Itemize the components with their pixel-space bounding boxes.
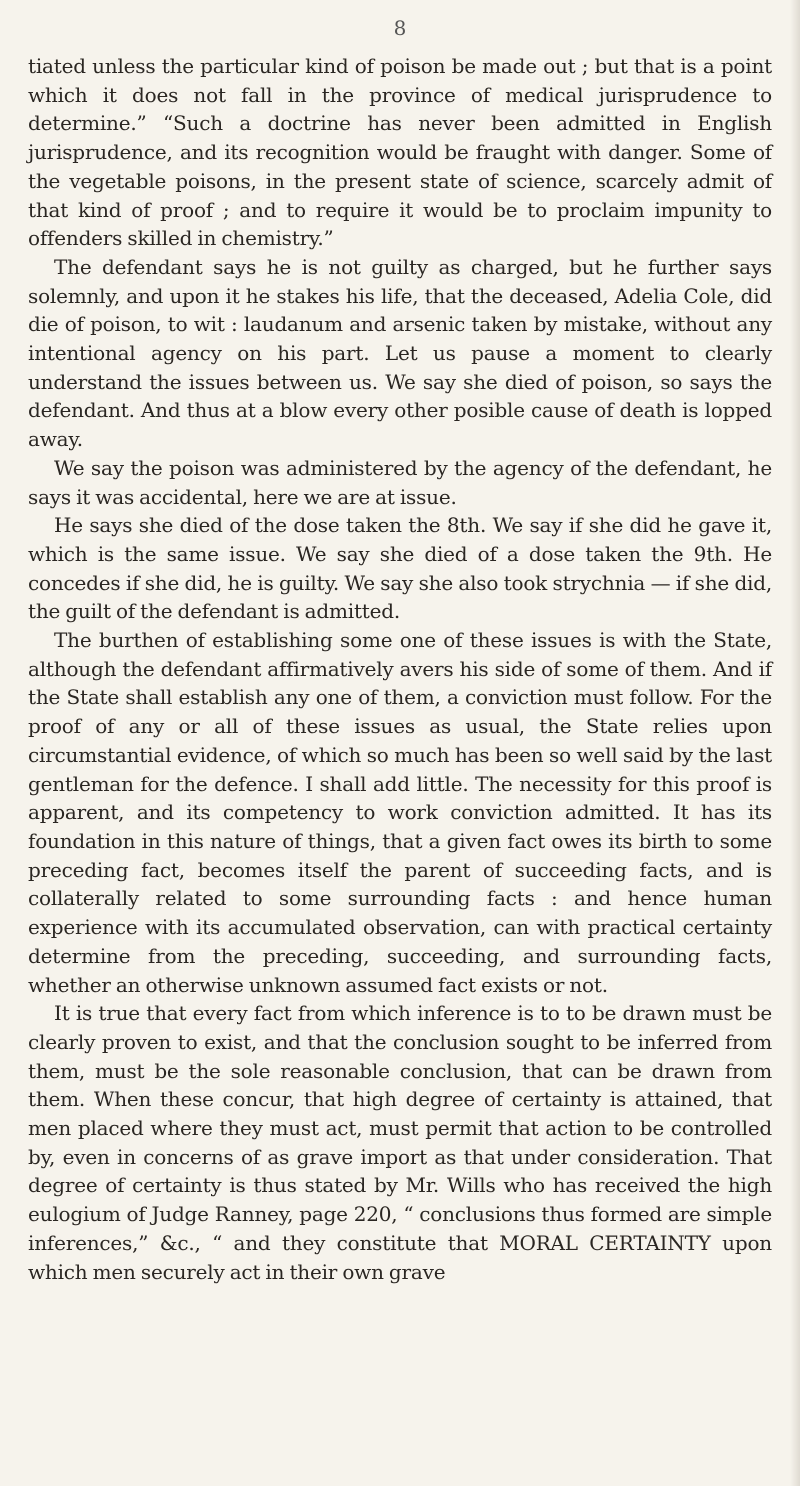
paragraph-burden-of-proof: The burthen of establishing some one of these issues is with the State, although the defendant affirmatively avers his side of some of them. And if the State shall establish any one of them, a conviction must follow. For the proof of any or all of these issues as usual, the State relies upon circumstantial evidence, of which so much has been so well said by the last gentleman for the defence. I shall add little. The necessity for this proof is apparent, and its competency to work conviction admitted. It has its foundation in this nature of things, that a given fact owes its birth to some preceding fact, becomes itself the parent of succeeding facts, and is collaterally related to some surrounding facts : and hence human experience with its accumulated observation, can with practical certainty determine from the preceding, succeeding, and surrounding facts, whether an otherwise unknown assumed fact exists or not. [28,628,772,997]
paragraph-moral-certainty: It is true that every fact from which inference is to to be drawn must be clearly proven to exist, and that the conclusion sought to be inferred from them, must be the sole reasonable conclusion, that can be drawn from them. When these concur, that high degree of certainty is attained, that men placed where they must act, must permit that action to be controlled by, even in concerns of as grave import as that under consideration. That degree of certainty is thus stated by Mr. Wills who has received the high eulogium of Judge Ranney, page 220, “ conclusions thus formed are simple inferences,” &c., “ and they constitute that MORAL CERTAINTY upon which men securely act in their own grave [28,1001,772,1284]
paragraph-agency-issue: We say the poison was administered by the agency of the defendant, he says it was accidental, here we are at issue. [28,455,772,509]
paragraph-continued: tiated unless the particular kind of poison be made out ; but that is a point which it does not fall in the province of medical jurisprudence to determine.” “Such a doctrine has never been admitted in English jurisprudence, and its recognition would be fraught with danger. Some of the vegetable poisons, in the present state of science, scarcely admit of that kind of proof ; and to require it would be to proclaim impunity to offenders skilled in chemistry.” [28,54,772,251]
page-number: 8 [393,16,407,40]
paragraph-defendant-plea: The defendant says he is not guilty as charged, but he further says solemnly, and upon it he stakes his life, that the deceased, Adelia Cole, did die of poison, to wit : laudanum and arsenic taken by mistake, without any intentional agency on his part. Let us pause a moment to clearly understand the issues between us. We say she died of poison, so says the defendant. And thus at a blow every other posible cause of death is lopped away. [28,254,772,452]
page-edge-shadow [790,0,800,1486]
paragraph-dose-issue: He says she died of the dose taken the 8th. We say if she did he gave it, which is the same issue. We say she died of a dose taken the 9th. He concedes if she did, he is guilty. We say she also took strychnia — if she did, the guilt of the defendant is admitted. [28,513,772,624]
